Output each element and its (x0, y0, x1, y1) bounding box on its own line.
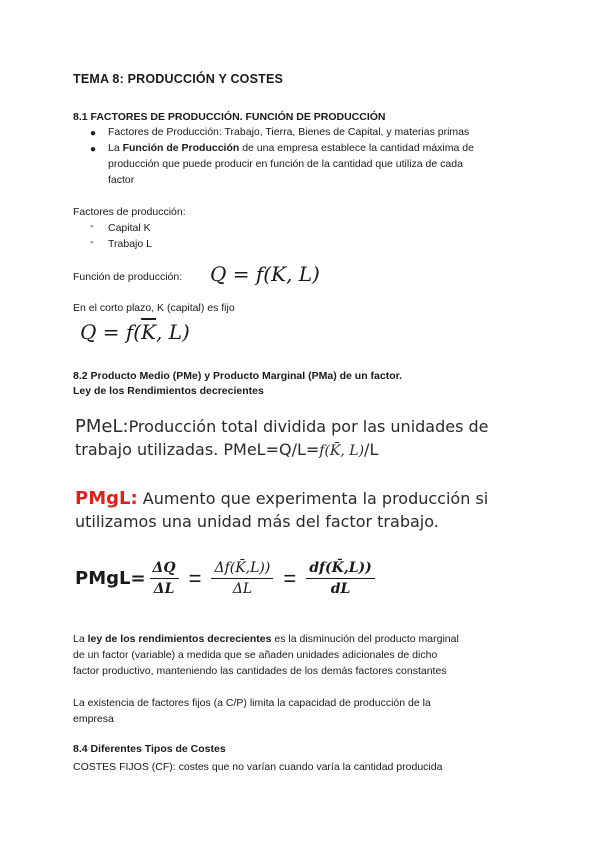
short-run-text: En el corto plazo, K (capital) es fijo (73, 302, 235, 314)
eq-fraction-3: $\frac{df(K̄,L))}{dL}$ (306, 560, 375, 597)
section-8-2-heading: 8.2 Producto Medio (PMe) y Producto Marginal (PMa) de un factor. (73, 370, 403, 382)
eq-fraction-2: $\frac{\Delta f(K̄,L))}{\Delta L}$ (211, 560, 273, 597)
dash: - (90, 236, 94, 248)
func-formula: Q = f(K, L) (210, 262, 320, 286)
eq-label: PMgL= (75, 568, 146, 589)
pmgl-equation (75, 560, 379, 597)
dash: - (90, 220, 94, 232)
short-run-formula: $Q = f(\overline{K}$, L) (80, 320, 190, 344)
bullet-dot: ● (90, 128, 97, 139)
bullet-dot: ● (90, 144, 97, 155)
pmel-line1: PMeL:Producción total dividida por las unidades de (75, 416, 489, 437)
page-title: TEMA 8: PRODUCCIÓN Y COSTES (73, 72, 284, 86)
law-line2: de un factor (variable) a medida que se añaden unidades adicionales de dicho (73, 649, 438, 661)
pmgl-line1: PMgL: Aumento que experimenta la producción si (75, 488, 489, 509)
law-line3: factor productivo, manteniendo las cantidades de los demás factores constantes (73, 665, 447, 677)
func-label: Función de producción: (73, 271, 183, 283)
fixed-factors-line1: La existencia de factores fijos (a C/P) limita la capacidad de producción de la (73, 697, 431, 709)
eq-fraction-1: $\frac{\Delta Q}{\Delta L}$ (150, 560, 179, 597)
eq-equals: = (283, 565, 297, 591)
section-8-1-heading: 8.1 FACTORES DE PRODUCCIÓN. FUNCIÓN DE PRODUCCIÓN (73, 111, 386, 123)
fixed-factors-line2: empresa (73, 713, 114, 725)
law-line1: La ley de los rendimientos decrecientes es la disminución del producto marginal (73, 633, 459, 645)
factor-capital: Capital K (108, 222, 151, 234)
pmel-line2: trabajo utilizadas. PMeL=Q/L=f(K̄, L)/L (75, 440, 379, 459)
bullet-funcion-line2: producción que puede producir en función de la cantidad que utiliza de cada (108, 158, 463, 170)
eq-equals: = (188, 565, 202, 591)
pmgl-line2: utilizamos una unidad más del factor trabajo. (75, 512, 439, 531)
fixed-costs-definition: COSTES FIJOS (CF): costes que no varían cuando varía la cantidad producida (73, 761, 443, 773)
factors-label: Factores de producción: (73, 206, 186, 218)
factor-trabajo: Trabajo L (108, 238, 152, 250)
bullet-factores: Factores de Producción: Trabajo, Tierra, Bienes de Capital, y materias primas (108, 126, 470, 138)
bullet-funcion-line3: factor (108, 174, 135, 186)
section-8-2-subheading: Ley de los Rendimientos decrecientes (73, 385, 264, 397)
bullet-funcion-line1: La Función de Producción de una empresa establece la cantidad máxima de (108, 142, 474, 154)
section-8-4-heading: 8.4 Diferentes Tipos de Costes (73, 743, 226, 755)
